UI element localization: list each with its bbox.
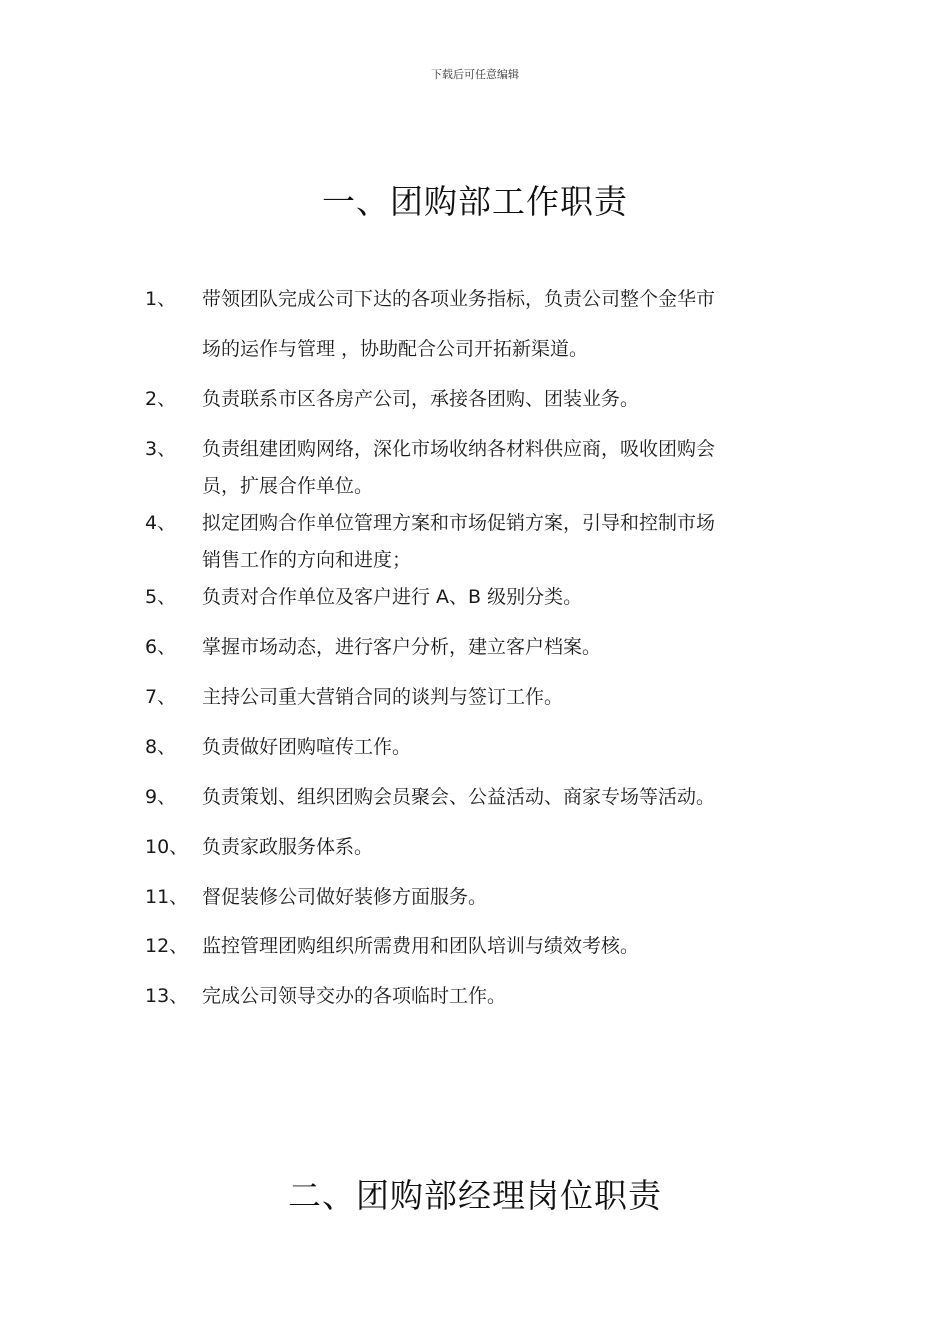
- list-item-number: 12、: [145, 935, 189, 957]
- list-item-line: 负责策划、组织团购会员聚会、公益活动、商家专场等活动。: [202, 786, 716, 808]
- list-item-line: 负责做好团购喧传工作。: [202, 736, 412, 758]
- list-item-line: 负责对合作单位及客户进行 A、B 级别分类。: [202, 586, 583, 608]
- list-item-line: 负责家政服务体系。: [202, 836, 374, 858]
- list-item-number: 4、: [145, 512, 177, 534]
- list-item-number: 6、: [145, 636, 177, 658]
- list-item-number: 2、: [145, 388, 177, 410]
- list-item-line: 场的运作与管理 ，协助配合公司开拓新渠道。: [202, 338, 589, 360]
- section-title-manager-duties: 二、团购部经理岗位职责: [288, 1176, 662, 1215]
- list-item-number: 10、: [145, 836, 189, 858]
- list-item-number: 3、: [145, 438, 177, 460]
- list-item-number: 9、: [145, 786, 177, 808]
- list-item-line: 掌握市场动态，进行客户分析，建立客户档案。: [202, 636, 602, 658]
- list-item-line: 带领团队完成公司下达的各项业务指标，负责公司整个金华市: [202, 288, 716, 310]
- list-item-line: 销售工作的方向和进度；: [202, 549, 412, 571]
- list-item-number: 13、: [145, 985, 189, 1007]
- list-item-line: 督促装修公司做好装修方面服务。: [202, 886, 488, 908]
- list-item-number: 1、: [145, 288, 177, 310]
- list-item-number: 8、: [145, 736, 177, 758]
- header-note: 下载后可任意编辑: [431, 68, 519, 81]
- section-title-responsibilities: 一、团购部工作职责: [322, 182, 628, 221]
- list-item-line: 负责组建团购网络，深化市场收纳各材料供应商，吸收团购会: [202, 438, 716, 460]
- list-item-number: 5、: [145, 586, 177, 608]
- list-item-line: 负责联系市区各房产公司，承接各团购、团装业务。: [202, 388, 640, 410]
- list-item-number: 7、: [145, 686, 177, 708]
- list-item-number: 11、: [145, 886, 189, 908]
- list-item-line: 监控管理团购组织所需费用和团队培训与绩效考核。: [202, 935, 640, 957]
- list-item-line: 完成公司领导交办的各项临时工作。: [202, 985, 507, 1007]
- list-item-line: 主持公司重大营销合同的谈判与签订工作。: [202, 686, 564, 708]
- list-item-line: 拟定团购合作单位管理方案和市场促销方案，引导和控制市场: [202, 512, 716, 534]
- list-item-line: 员，扩展合作单位。: [202, 475, 374, 497]
